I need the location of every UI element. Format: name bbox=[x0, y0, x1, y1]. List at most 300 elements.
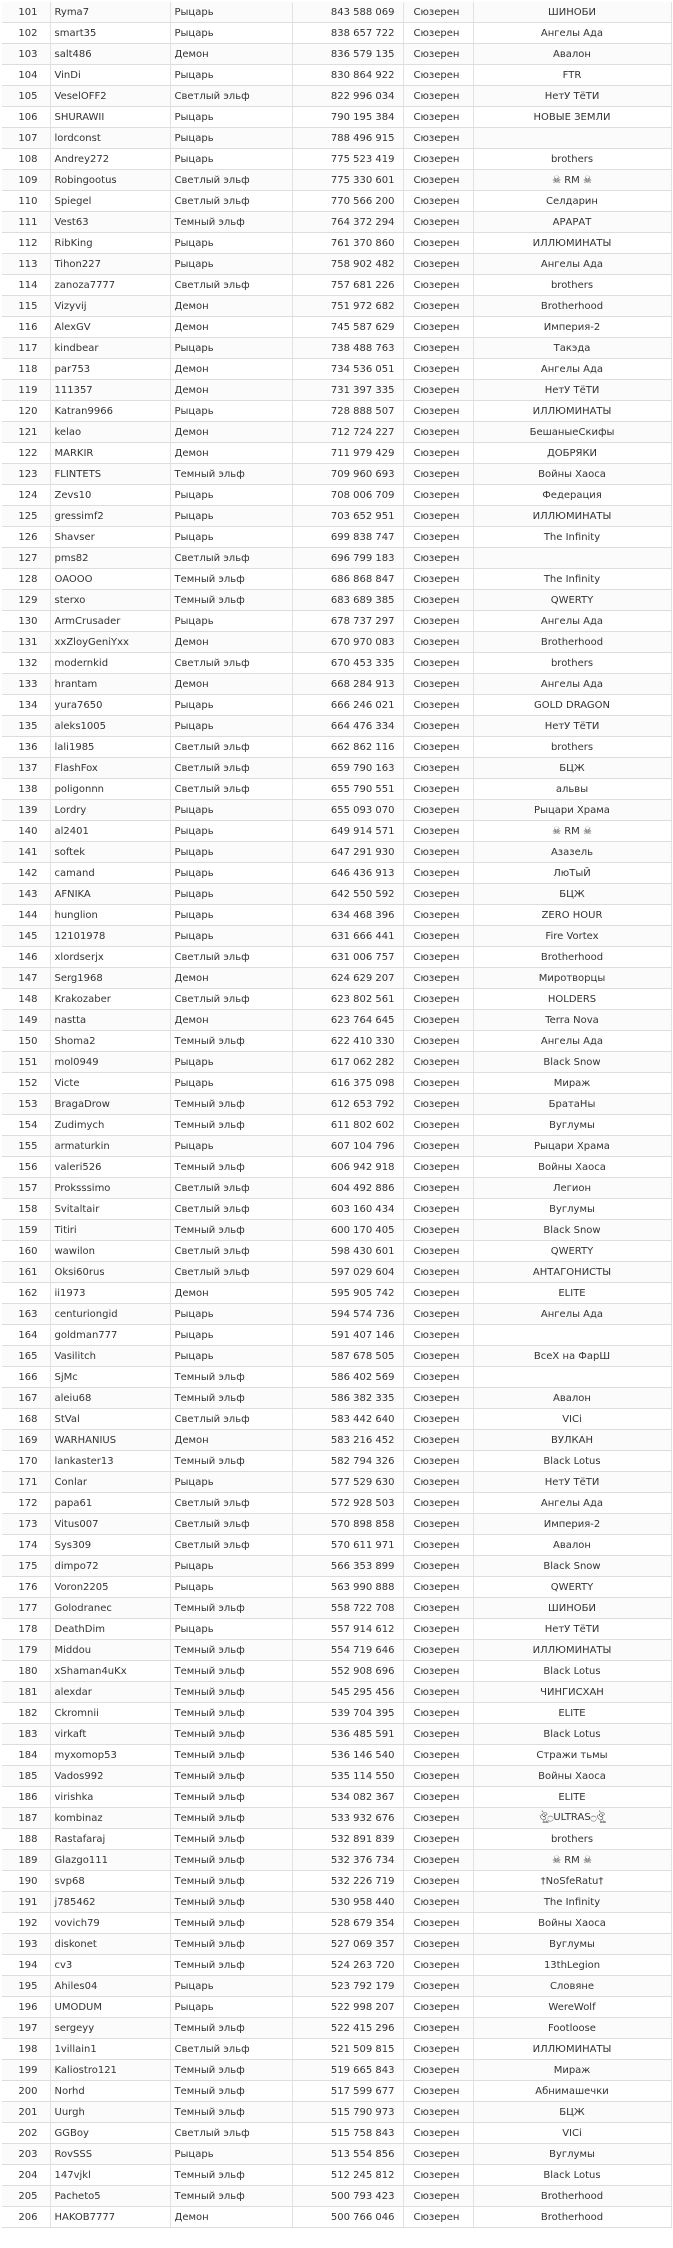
player-name-link[interactable]: j785462 bbox=[50, 1892, 170, 1913]
player-name-link[interactable]: Krakozaber bbox=[50, 989, 170, 1010]
clan-name-link[interactable]: БЦЖ bbox=[473, 2102, 671, 2123]
rank-cell: 103 bbox=[2, 44, 50, 65]
player-name-link[interactable]: xlordserjx bbox=[50, 947, 170, 968]
player-name-link[interactable]: Vitus007 bbox=[50, 1514, 170, 1535]
rank-cell: 105 bbox=[2, 86, 50, 107]
title-cell: Сюзерен bbox=[403, 2060, 473, 2081]
clan-name-link[interactable] bbox=[473, 548, 671, 569]
player-name-link[interactable]: Ckromnii bbox=[50, 1703, 170, 1724]
clan-name-link[interactable]: БешаныеСкифы bbox=[473, 422, 671, 443]
player-name-link[interactable]: aleks1005 bbox=[50, 716, 170, 737]
experience-cell: 533 932 676 bbox=[292, 1808, 403, 1829]
clan-name-link[interactable]: WereWolf bbox=[473, 1997, 671, 2018]
clan-name-link[interactable]: Black Snow bbox=[473, 1220, 671, 1241]
race-cell: Темный эльф bbox=[170, 2102, 292, 2123]
clan-name-link[interactable]: ELITE bbox=[473, 1703, 671, 1724]
clan-name-link[interactable]: Fire Vortex bbox=[473, 926, 671, 947]
clan-name-link[interactable]: БЦЖ bbox=[473, 884, 671, 905]
player-name-link[interactable]: papa61 bbox=[50, 1493, 170, 1514]
clan-name-link[interactable]: ELITE bbox=[473, 1283, 671, 1304]
player-name-link[interactable]: GGBoy bbox=[50, 2123, 170, 2144]
clan-name-link[interactable]: Войны Хаоса bbox=[473, 1913, 671, 1934]
player-name-link[interactable]: RovSSS bbox=[50, 2144, 170, 2165]
rank-cell: 175 bbox=[2, 1556, 50, 1577]
clan-name-link[interactable]: БЦЖ bbox=[473, 758, 671, 779]
title-cell: Сюзерен bbox=[403, 884, 473, 905]
clan-name-link[interactable]: Мираж bbox=[473, 1073, 671, 1094]
race-cell: Демон bbox=[170, 359, 292, 380]
table-row bbox=[2, 1619, 671, 1640]
clan-name-link[interactable]: ИЛЛЮМИНАТЫ bbox=[473, 506, 671, 527]
player-name-link[interactable]: Andrey272 bbox=[50, 149, 170, 170]
player-name-link[interactable]: Sys309 bbox=[50, 1535, 170, 1556]
player-name-link[interactable]: Middou bbox=[50, 1640, 170, 1661]
experience-cell: 606 942 918 bbox=[292, 1157, 403, 1178]
clan-name-link[interactable]: Такэда bbox=[473, 338, 671, 359]
player-name-link[interactable]: Vados992 bbox=[50, 1766, 170, 1787]
title-cell: Сюзерен bbox=[403, 695, 473, 716]
player-name-link[interactable]: Vizyvij bbox=[50, 296, 170, 317]
race-cell: Рыцарь bbox=[170, 1619, 292, 1640]
player-name-link[interactable]: armaturkin bbox=[50, 1136, 170, 1157]
table-row bbox=[2, 905, 671, 926]
race-cell: Демон bbox=[170, 632, 292, 653]
rank-cell: 109 bbox=[2, 170, 50, 191]
player-name-link[interactable]: modernkid bbox=[50, 653, 170, 674]
clan-name-link[interactable]: Авалон bbox=[473, 44, 671, 65]
player-name-link[interactable]: Katran9966 bbox=[50, 401, 170, 422]
clan-name-link[interactable]: brothers bbox=[473, 149, 671, 170]
clan-name-link[interactable]: Войны Хаоса bbox=[473, 464, 671, 485]
player-name-link[interactable]: StVal bbox=[50, 1409, 170, 1430]
race-cell: Темный эльф bbox=[170, 2165, 292, 2186]
player-name-link[interactable]: Conlar bbox=[50, 1472, 170, 1493]
player-name-link[interactable]: ArmCrusader bbox=[50, 611, 170, 632]
clan-name-link[interactable] bbox=[473, 128, 671, 149]
player-name-link[interactable]: ii1973 bbox=[50, 1283, 170, 1304]
clan-name-link[interactable]: Ангелы Ада bbox=[473, 23, 671, 44]
player-name-link[interactable]: aleiu68 bbox=[50, 1388, 170, 1409]
player-name-link[interactable]: Shavser bbox=[50, 527, 170, 548]
race-cell: Демон bbox=[170, 1010, 292, 1031]
clan-name-link[interactable]: GOLD DRAGON bbox=[473, 695, 671, 716]
clan-name-link[interactable]: 13thLegion bbox=[473, 1955, 671, 1976]
clan-name-link[interactable]: ☠ RM ☠ bbox=[473, 821, 671, 842]
race-cell: Рыцарь bbox=[170, 905, 292, 926]
clan-name-link[interactable]: ЛюТыЙ bbox=[473, 863, 671, 884]
experience-cell: 788 496 915 bbox=[292, 128, 403, 149]
clan-name-link[interactable]: Ангелы Ада bbox=[473, 254, 671, 275]
experience-cell: 830 864 922 bbox=[292, 65, 403, 86]
player-name-link[interactable]: Rastafaraj bbox=[50, 1829, 170, 1850]
experience-cell: 775 330 601 bbox=[292, 170, 403, 191]
clan-name-link[interactable]: НетУ ТёТИ bbox=[473, 716, 671, 737]
player-name-link[interactable]: xShaman4uKx bbox=[50, 1661, 170, 1682]
player-name-link[interactable]: MARKIR bbox=[50, 443, 170, 464]
clan-name-link[interactable]: Рыцари Храма bbox=[473, 1136, 671, 1157]
player-name-link[interactable]: Oksi60rus bbox=[50, 1262, 170, 1283]
clan-name-link[interactable] bbox=[473, 1367, 671, 1388]
player-name-link[interactable]: virkaft bbox=[50, 1724, 170, 1745]
player-name-link[interactable]: Vest63 bbox=[50, 212, 170, 233]
player-name-link[interactable]: Norhd bbox=[50, 2081, 170, 2102]
race-cell: Темный эльф bbox=[170, 1094, 292, 1115]
clan-name-link[interactable]: альвы bbox=[473, 779, 671, 800]
player-name-link[interactable]: Golodranec bbox=[50, 1598, 170, 1619]
clan-name-link[interactable]: Рыцари Храма bbox=[473, 800, 671, 821]
clan-name-link[interactable]: ДОБРЯКИ bbox=[473, 443, 671, 464]
player-name-link[interactable]: hunglion bbox=[50, 905, 170, 926]
clan-name-link[interactable]: Мираж bbox=[473, 2060, 671, 2081]
table-row bbox=[2, 1766, 671, 1787]
player-name-link[interactable]: Proksssimo bbox=[50, 1178, 170, 1199]
clan-name-link[interactable]: Ангелы Ада bbox=[473, 1304, 671, 1325]
player-name-link[interactable]: 12101978 bbox=[50, 926, 170, 947]
race-cell: Светлый эльф bbox=[170, 170, 292, 191]
clan-name-link[interactable]: FTR bbox=[473, 65, 671, 86]
clan-name-link[interactable]: Ангелы Ада bbox=[473, 359, 671, 380]
clan-name-link[interactable]: Black Lotus bbox=[473, 1451, 671, 1472]
clan-name-link[interactable]: ИЛЛЮМИНАТЫ bbox=[473, 1640, 671, 1661]
clan-name-link[interactable]: Империя-2 bbox=[473, 1514, 671, 1535]
player-name-link[interactable]: vovich79 bbox=[50, 1913, 170, 1934]
player-name-link[interactable]: 111357 bbox=[50, 380, 170, 401]
clan-name-link[interactable]: Селдарин bbox=[473, 191, 671, 212]
table-row bbox=[2, 2039, 671, 2060]
player-name-link[interactable]: wawilon bbox=[50, 1241, 170, 1262]
player-name-link[interactable]: Spiegel bbox=[50, 191, 170, 212]
player-name-link[interactable]: Voron2205 bbox=[50, 1577, 170, 1598]
table-row bbox=[2, 1913, 671, 1934]
player-name-link[interactable]: softek bbox=[50, 842, 170, 863]
clan-name-link[interactable]: Вуглумы bbox=[473, 1115, 671, 1136]
rank-cell: 158 bbox=[2, 1199, 50, 1220]
title-cell: Сюзерен bbox=[403, 2123, 473, 2144]
player-name-link[interactable]: Titiri bbox=[50, 1220, 170, 1241]
clan-name-link[interactable]: Войны Хаоса bbox=[473, 1766, 671, 1787]
player-name-link[interactable]: OAOOO bbox=[50, 569, 170, 590]
table-row bbox=[2, 338, 671, 359]
table-row bbox=[2, 212, 671, 233]
player-name-link[interactable]: pms82 bbox=[50, 548, 170, 569]
experience-cell: 624 629 207 bbox=[292, 968, 403, 989]
title-cell: Сюзерен bbox=[403, 128, 473, 149]
experience-cell: 513 554 856 bbox=[292, 2144, 403, 2165]
clan-name-link[interactable]: ИЛЛЮМИНАТЫ bbox=[473, 401, 671, 422]
player-name-link[interactable]: Serg1968 bbox=[50, 968, 170, 989]
race-cell: Рыцарь bbox=[170, 2, 292, 23]
clan-name-link[interactable]: Ангелы Ада bbox=[473, 674, 671, 695]
player-name-link[interactable]: kelao bbox=[50, 422, 170, 443]
clan-name-link[interactable]: Империя-2 bbox=[473, 317, 671, 338]
player-name-link[interactable]: cv3 bbox=[50, 1955, 170, 1976]
clan-name-link[interactable]: The Infinity bbox=[473, 527, 671, 548]
clan-name-link[interactable]: Brotherhood bbox=[473, 632, 671, 653]
rank-cell: 142 bbox=[2, 863, 50, 884]
clan-name-link[interactable]: Black Lotus bbox=[473, 1724, 671, 1745]
experience-cell: 523 792 179 bbox=[292, 1976, 403, 1997]
clan-name-link[interactable]: Brotherhood bbox=[473, 947, 671, 968]
player-name-link[interactable]: par753 bbox=[50, 359, 170, 380]
clan-name-link[interactable]: Ангелы Ада bbox=[473, 1493, 671, 1514]
player-name-link[interactable]: lordconst bbox=[50, 128, 170, 149]
race-cell: Рыцарь bbox=[170, 695, 292, 716]
clan-name-link[interactable]: QWERTY bbox=[473, 1241, 671, 1262]
player-name-link[interactable]: RibKing bbox=[50, 233, 170, 254]
title-cell: Сюзерен bbox=[403, 23, 473, 44]
clan-name-link[interactable]: ШИНОБИ bbox=[473, 2, 671, 23]
player-name-link[interactable]: svp68 bbox=[50, 1871, 170, 1892]
title-cell: Сюзерен bbox=[403, 527, 473, 548]
rank-cell: 132 bbox=[2, 653, 50, 674]
race-cell: Рыцарь bbox=[170, 527, 292, 548]
player-name-link[interactable]: BragaDrow bbox=[50, 1094, 170, 1115]
player-name-link[interactable]: VinDi bbox=[50, 65, 170, 86]
clan-name-link[interactable]: Ангелы Ада bbox=[473, 1031, 671, 1052]
clan-name-link[interactable]: ВсеХ на ФарШ bbox=[473, 1346, 671, 1367]
player-name-link[interactable]: Kaliostro121 bbox=[50, 2060, 170, 2081]
player-name-link[interactable]: poligonnn bbox=[50, 779, 170, 800]
clan-name-link[interactable]: HOLDERS bbox=[473, 989, 671, 1010]
clan-name-link[interactable]: The Infinity bbox=[473, 1892, 671, 1913]
player-name-link[interactable]: Svitaltair bbox=[50, 1199, 170, 1220]
clan-name-link[interactable]: Вуглумы bbox=[473, 2144, 671, 2165]
player-name-link[interactable]: myxomop53 bbox=[50, 1745, 170, 1766]
clan-name-link[interactable]: Terra Nova bbox=[473, 1010, 671, 1031]
clan-name-link[interactable]: Авалон bbox=[473, 1535, 671, 1556]
player-name-link[interactable]: Pacheto5 bbox=[50, 2186, 170, 2207]
player-name-link[interactable]: xxZloyGeniYxx bbox=[50, 632, 170, 653]
clan-name-link[interactable]: Войны Хаоса bbox=[473, 1157, 671, 1178]
player-name-link[interactable]: nastta bbox=[50, 1010, 170, 1031]
player-name-link[interactable]: lankaster13 bbox=[50, 1451, 170, 1472]
player-name-link[interactable]: sterxo bbox=[50, 590, 170, 611]
experience-cell: 696 799 183 bbox=[292, 548, 403, 569]
race-cell: Демон bbox=[170, 317, 292, 338]
player-name-link[interactable]: camand bbox=[50, 863, 170, 884]
player-name-link[interactable]: Ryma7 bbox=[50, 2, 170, 23]
player-name-link[interactable]: Uurgh bbox=[50, 2102, 170, 2123]
clan-name-link[interactable]: Black Snow bbox=[473, 1052, 671, 1073]
player-name-link[interactable]: centuriongid bbox=[50, 1304, 170, 1325]
player-name-link[interactable]: AFNIKA bbox=[50, 884, 170, 905]
clan-name-link[interactable]: НОВЫЕ ЗЕМЛИ bbox=[473, 107, 671, 128]
clan-name-link[interactable]: Brotherhood bbox=[473, 2207, 671, 2228]
rank-cell: 152 bbox=[2, 1073, 50, 1094]
table-row bbox=[2, 695, 671, 716]
clan-name-link[interactable]: brothers bbox=[473, 275, 671, 296]
clan-name-link[interactable]: НетУ ТёТИ bbox=[473, 86, 671, 107]
clan-name-link[interactable]: brothers bbox=[473, 737, 671, 758]
clan-name-link[interactable] bbox=[473, 1325, 671, 1346]
player-name-link[interactable]: sergeyy bbox=[50, 2018, 170, 2039]
rank-cell: 149 bbox=[2, 1010, 50, 1031]
race-cell: Светлый эльф bbox=[170, 1535, 292, 1556]
player-name-link[interactable]: zanoza7777 bbox=[50, 275, 170, 296]
player-name-link[interactable]: salt486 bbox=[50, 44, 170, 65]
table-row bbox=[2, 1682, 671, 1703]
experience-cell: 515 790 973 bbox=[292, 2102, 403, 2123]
race-cell: Рыцарь bbox=[170, 1325, 292, 1346]
race-cell: Рыцарь bbox=[170, 485, 292, 506]
clan-name-link[interactable]: brothers bbox=[473, 1829, 671, 1850]
experience-cell: 557 914 612 bbox=[292, 1619, 403, 1640]
rank-cell: 178 bbox=[2, 1619, 50, 1640]
clan-name-link[interactable]: Миротворцы bbox=[473, 968, 671, 989]
player-name-link[interactable]: Ahiles04 bbox=[50, 1976, 170, 1997]
clan-name-link[interactable]: Black Snow bbox=[473, 1556, 671, 1577]
clan-name-link[interactable]: НетУ ТёТИ bbox=[473, 1619, 671, 1640]
rank-cell: 188 bbox=[2, 1829, 50, 1850]
clan-name-link[interactable]: Ангелы Ада bbox=[473, 611, 671, 632]
player-name-link[interactable]: SHURAWII bbox=[50, 107, 170, 128]
table-row bbox=[2, 1451, 671, 1472]
player-name-link[interactable]: Vasilitch bbox=[50, 1346, 170, 1367]
title-cell: Сюзерен bbox=[403, 212, 473, 233]
player-name-link[interactable]: Victe bbox=[50, 1073, 170, 1094]
player-name-link[interactable]: yura7650 bbox=[50, 695, 170, 716]
title-cell: Сюзерен bbox=[403, 1010, 473, 1031]
clan-name-link[interactable]: ШИНОБИ bbox=[473, 1598, 671, 1619]
player-name-link[interactable]: FlashFox bbox=[50, 758, 170, 779]
player-name-link[interactable]: mol0949 bbox=[50, 1052, 170, 1073]
clan-name-link[interactable]: QWERTY bbox=[473, 1577, 671, 1598]
clan-name-link[interactable]: ZERO HOUR bbox=[473, 905, 671, 926]
player-name-link[interactable]: smart35 bbox=[50, 23, 170, 44]
rank-cell: 205 bbox=[2, 2186, 50, 2207]
race-cell: Рыцарь bbox=[170, 863, 292, 884]
clan-name-link[interactable]: QWERTY bbox=[473, 590, 671, 611]
clan-name-link[interactable]: †NoSfeRatu† bbox=[473, 1871, 671, 1892]
title-cell: Сюзерен bbox=[403, 1094, 473, 1115]
player-name-link[interactable]: Lordry bbox=[50, 800, 170, 821]
player-name-link[interactable]: 147vjkl bbox=[50, 2165, 170, 2186]
race-cell: Рыцарь bbox=[170, 338, 292, 359]
clan-name-link[interactable]: ☠ RM ☠ bbox=[473, 170, 671, 191]
clan-name-link[interactable]: АРАРАТ bbox=[473, 212, 671, 233]
clan-name-link[interactable]: Вуглумы bbox=[473, 1934, 671, 1955]
clan-name-link[interactable]: The Infinity bbox=[473, 569, 671, 590]
title-cell: Сюзерен bbox=[403, 401, 473, 422]
clan-name-link[interactable]: VICi bbox=[473, 1409, 671, 1430]
player-name-link[interactable]: kindbear bbox=[50, 338, 170, 359]
clan-name-link[interactable]: brothers bbox=[473, 653, 671, 674]
clan-name-link[interactable]: Авалон bbox=[473, 1388, 671, 1409]
race-cell: Рыцарь bbox=[170, 1052, 292, 1073]
clan-name-link[interactable]: ИЛЛЮМИНАТЫ bbox=[473, 233, 671, 254]
table-row bbox=[2, 149, 671, 170]
title-cell: Сюзерен bbox=[403, 863, 473, 884]
player-name-link[interactable]: AlexGV bbox=[50, 317, 170, 338]
player-name-link[interactable]: FLINTETS bbox=[50, 464, 170, 485]
clan-name-link[interactable]: НетУ ТёТИ bbox=[473, 1472, 671, 1493]
rank-cell: 177 bbox=[2, 1598, 50, 1619]
player-name-link[interactable]: HAKOB7777 bbox=[50, 2207, 170, 2228]
race-cell: Рыцарь bbox=[170, 401, 292, 422]
player-name-link[interactable]: UMODUM bbox=[50, 1997, 170, 2018]
clan-name-link[interactable]: БратаНы bbox=[473, 1094, 671, 1115]
race-cell: Светлый эльф bbox=[170, 779, 292, 800]
clan-name-link[interactable]: Азазель bbox=[473, 842, 671, 863]
race-cell: Рыцарь bbox=[170, 1997, 292, 2018]
clan-name-link[interactable]: ВУЛКАН bbox=[473, 1430, 671, 1451]
player-name-link[interactable]: valeri526 bbox=[50, 1157, 170, 1178]
player-name-link[interactable]: kombinaz bbox=[50, 1808, 170, 1829]
clan-name-link[interactable]: Словяне bbox=[473, 1976, 671, 1997]
player-name-link[interactable]: lali1985 bbox=[50, 737, 170, 758]
player-name-link[interactable]: Shoma2 bbox=[50, 1031, 170, 1052]
clan-name-link[interactable]: Стражи тьмы bbox=[473, 1745, 671, 1766]
clan-name-link[interactable]: ЧИНГИСХАН bbox=[473, 1682, 671, 1703]
player-name-link[interactable]: WARHANIUS bbox=[50, 1430, 170, 1451]
player-name-link[interactable]: 1villain1 bbox=[50, 2039, 170, 2060]
player-name-link[interactable]: gressimf2 bbox=[50, 506, 170, 527]
race-cell: Рыцарь bbox=[170, 1976, 292, 1997]
clan-name-link[interactable]: Black Lotus bbox=[473, 1661, 671, 1682]
clan-name-link[interactable]: ELITE bbox=[473, 1787, 671, 1808]
clan-name-link[interactable]: Федерация bbox=[473, 485, 671, 506]
player-name-link[interactable]: Glazgo111 bbox=[50, 1850, 170, 1871]
clan-name-link[interactable]: АНТАГОНИСТЫ bbox=[473, 1262, 671, 1283]
clan-name-link[interactable]: НетУ ТёТИ bbox=[473, 380, 671, 401]
clan-name-link[interactable]: Black Lotus bbox=[473, 2165, 671, 2186]
rank-cell: 147 bbox=[2, 968, 50, 989]
clan-name-link[interactable]: ИЛЛЮМИНАТЫ bbox=[473, 2039, 671, 2060]
clan-name-link[interactable]: ঔৣ۝ULTRAS۝ঔৣ bbox=[473, 1808, 671, 1829]
player-name-link[interactable]: diskonet bbox=[50, 1934, 170, 1955]
table-row bbox=[2, 1955, 671, 1976]
experience-cell: 591 407 146 bbox=[292, 1325, 403, 1346]
player-name-link[interactable]: Robingootus bbox=[50, 170, 170, 191]
player-name-link[interactable]: SjMc bbox=[50, 1367, 170, 1388]
table-row bbox=[2, 1157, 671, 1178]
player-name-link[interactable]: Zevs10 bbox=[50, 485, 170, 506]
player-name-link[interactable]: virishka bbox=[50, 1787, 170, 1808]
clan-name-link[interactable]: Легион bbox=[473, 1178, 671, 1199]
player-name-link[interactable]: hrantam bbox=[50, 674, 170, 695]
player-name-link[interactable]: Tihon227 bbox=[50, 254, 170, 275]
table-row bbox=[2, 1010, 671, 1031]
clan-name-link[interactable]: Footloose bbox=[473, 2018, 671, 2039]
clan-name-link[interactable]: Вуглумы bbox=[473, 1199, 671, 1220]
ranking-table-body bbox=[2, 2, 671, 2228]
race-cell: Темный эльф bbox=[170, 1724, 292, 1745]
title-cell: Сюзерен bbox=[403, 1745, 473, 1766]
player-name-link[interactable]: Zudimych bbox=[50, 1115, 170, 1136]
rank-cell: 182 bbox=[2, 1703, 50, 1724]
player-name-link[interactable]: VeselOFF2 bbox=[50, 86, 170, 107]
clan-name-link[interactable]: Brotherhood bbox=[473, 296, 671, 317]
rank-cell: 133 bbox=[2, 674, 50, 695]
race-cell: Рыцарь bbox=[170, 233, 292, 254]
rank-cell: 179 bbox=[2, 1640, 50, 1661]
player-name-link[interactable]: al2401 bbox=[50, 821, 170, 842]
experience-cell: 528 679 354 bbox=[292, 1913, 403, 1934]
title-cell: Сюзерен bbox=[403, 1430, 473, 1451]
player-name-link[interactable]: dimpo72 bbox=[50, 1556, 170, 1577]
clan-name-link[interactable]: Абнимашечки bbox=[473, 2081, 671, 2102]
clan-name-link[interactable]: VICi bbox=[473, 2123, 671, 2144]
player-name-link[interactable]: goldman777 bbox=[50, 1325, 170, 1346]
clan-name-link[interactable]: Brotherhood bbox=[473, 2186, 671, 2207]
clan-name-link[interactable]: ☠ RM ☠ bbox=[473, 1850, 671, 1871]
player-name-link[interactable]: alexdar bbox=[50, 1682, 170, 1703]
rank-cell: 191 bbox=[2, 1892, 50, 1913]
title-cell: Сюзерен bbox=[403, 1157, 473, 1178]
table-row bbox=[2, 968, 671, 989]
player-name-link[interactable]: DeathDim bbox=[50, 1619, 170, 1640]
race-cell: Темный эльф bbox=[170, 1661, 292, 1682]
